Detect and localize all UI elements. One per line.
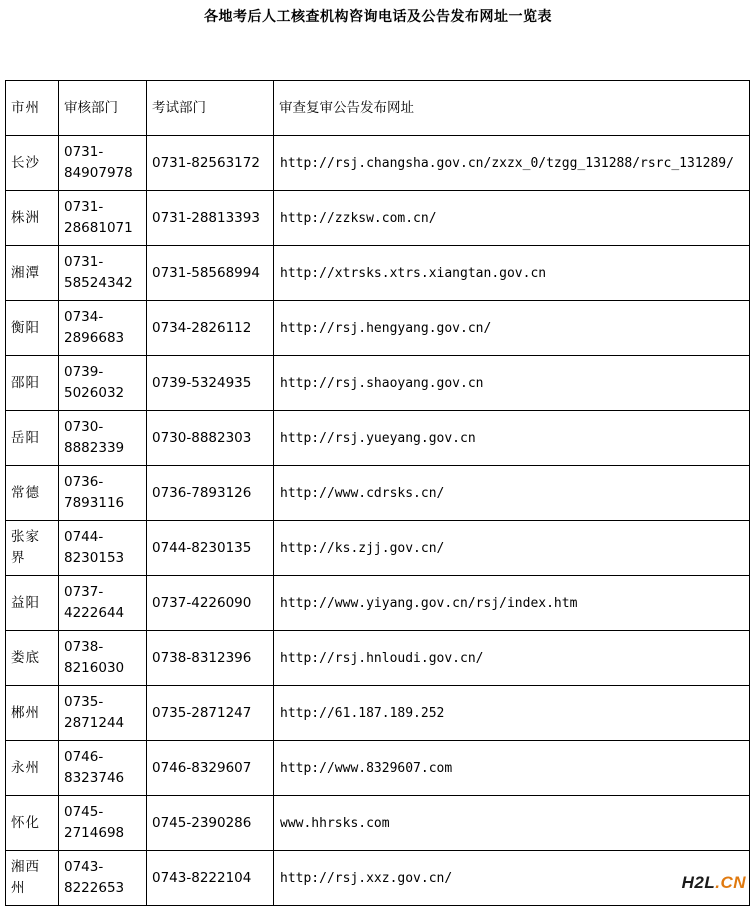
notice-url-link[interactable]: http://rsj.xxz.gov.cn/ xyxy=(274,851,750,906)
audit-phone-cell: 0730-8882339 xyxy=(59,411,147,466)
exam-phone-cell: 0730-8882303 xyxy=(147,411,274,466)
watermark-prefix: H2L xyxy=(681,873,716,892)
notice-url-link[interactable]: http://rsj.yueyang.gov.cn xyxy=(274,411,750,466)
exam-phone-cell: 0744-8230135 xyxy=(147,521,274,576)
city-cell: 张家界 xyxy=(6,521,59,576)
table-row xyxy=(6,741,750,796)
table-row xyxy=(6,521,750,576)
notice-url-link[interactable]: http://zzksw.com.cn/ xyxy=(274,191,750,246)
table-row xyxy=(6,246,750,301)
exam-phone-cell: 0737-4226090 xyxy=(147,576,274,631)
city-cell: 益阳 xyxy=(6,576,59,631)
city-cell: 郴州 xyxy=(6,686,59,741)
city-cell: 湘潭 xyxy=(6,246,59,301)
city-cell: 株洲 xyxy=(6,191,59,246)
table-row xyxy=(6,411,750,466)
audit-phone-cell: 0735-2871244 xyxy=(59,686,147,741)
audit-phone-cell: 0731-28681071 xyxy=(59,191,147,246)
exam-phone-cell: 0743-8222104 xyxy=(147,851,274,906)
header-city: 市州 xyxy=(6,81,59,136)
audit-phone-cell: 0746-8323746 xyxy=(59,741,147,796)
watermark-logo xyxy=(682,873,746,893)
city-cell: 邵阳 xyxy=(6,356,59,411)
city-cell: 怀化 xyxy=(6,796,59,851)
notice-url-link[interactable]: http://rsj.changsha.gov.cn/zxzx_0/tzgg_131288/rsrc_131289/ xyxy=(274,136,750,191)
exam-phone-cell: 0731-28813393 xyxy=(147,191,274,246)
exam-phone-cell: 0734-2826112 xyxy=(147,301,274,356)
audit-phone-cell: 0743-8222653 xyxy=(59,851,147,906)
table-row xyxy=(6,356,750,411)
exam-phone-cell: 0738-8312396 xyxy=(147,631,274,686)
header-url: 审查复审公告发布网址 xyxy=(274,81,750,136)
notice-url-link[interactable]: http://ks.zjj.gov.cn/ xyxy=(274,521,750,576)
table-row xyxy=(6,136,750,191)
header-exam-dept: 考试部门 xyxy=(147,81,274,136)
table-row xyxy=(6,686,750,741)
audit-phone-cell: 0738-8216030 xyxy=(59,631,147,686)
city-cell: 娄底 xyxy=(6,631,59,686)
notice-url-link[interactable]: http://www.8329607.com xyxy=(274,741,750,796)
audit-phone-cell: 0745-2714698 xyxy=(59,796,147,851)
notice-url-link[interactable]: http://rsj.hengyang.gov.cn/ xyxy=(274,301,750,356)
contact-table xyxy=(5,80,750,906)
city-cell: 岳阳 xyxy=(6,411,59,466)
table-row xyxy=(6,576,750,631)
audit-phone-cell: 0744-8230153 xyxy=(59,521,147,576)
audit-phone-cell: 0737-4222644 xyxy=(59,576,147,631)
exam-phone-cell: 0746-8329607 xyxy=(147,741,274,796)
audit-phone-cell: 0734-2896683 xyxy=(59,301,147,356)
table-row xyxy=(6,851,750,906)
table-header-row xyxy=(6,81,750,136)
notice-url-link[interactable]: http://rsj.hnloudi.gov.cn/ xyxy=(274,631,750,686)
exam-phone-cell: 0739-5324935 xyxy=(147,356,274,411)
exam-phone-cell: 0735-2871247 xyxy=(147,686,274,741)
exam-phone-cell: 0731-58568994 xyxy=(147,246,274,301)
table-row xyxy=(6,796,750,851)
notice-url-link[interactable]: http://61.187.189.252 xyxy=(274,686,750,741)
notice-url-link[interactable]: http://www.cdrsks.cn/ xyxy=(274,466,750,521)
exam-phone-cell: 0736-7893126 xyxy=(147,466,274,521)
table-row xyxy=(6,631,750,686)
notice-url-link[interactable]: http://rsj.shaoyang.gov.cn xyxy=(274,356,750,411)
city-cell: 湘西州 xyxy=(6,851,59,906)
city-cell: 长沙 xyxy=(6,136,59,191)
table-row xyxy=(6,466,750,521)
exam-phone-cell: 0731-82563172 xyxy=(147,136,274,191)
notice-url-link[interactable]: www.hhrsks.com xyxy=(274,796,750,851)
city-cell: 常德 xyxy=(6,466,59,521)
notice-url-link[interactable]: http://xtrsks.xtrs.xiangtan.gov.cn xyxy=(274,246,750,301)
table-row xyxy=(6,301,750,356)
audit-phone-cell: 0736-7893116 xyxy=(59,466,147,521)
page-title: 各地考后人工核查机构咨询电话及公告发布网址一览表 xyxy=(204,9,552,25)
city-cell: 衡阳 xyxy=(6,301,59,356)
city-cell: 永州 xyxy=(6,741,59,796)
exam-phone-cell: 0745-2390286 xyxy=(147,796,274,851)
audit-phone-cell: 0739-5026032 xyxy=(59,356,147,411)
table-row xyxy=(6,191,750,246)
audit-phone-cell: 0731-84907978 xyxy=(59,136,147,191)
watermark-suffix: .CN xyxy=(715,873,746,892)
header-audit-dept: 审核部门 xyxy=(59,81,147,136)
notice-url-link[interactable]: http://www.yiyang.gov.cn/rsj/index.htm xyxy=(274,576,750,631)
audit-phone-cell: 0731-58524342 xyxy=(59,246,147,301)
